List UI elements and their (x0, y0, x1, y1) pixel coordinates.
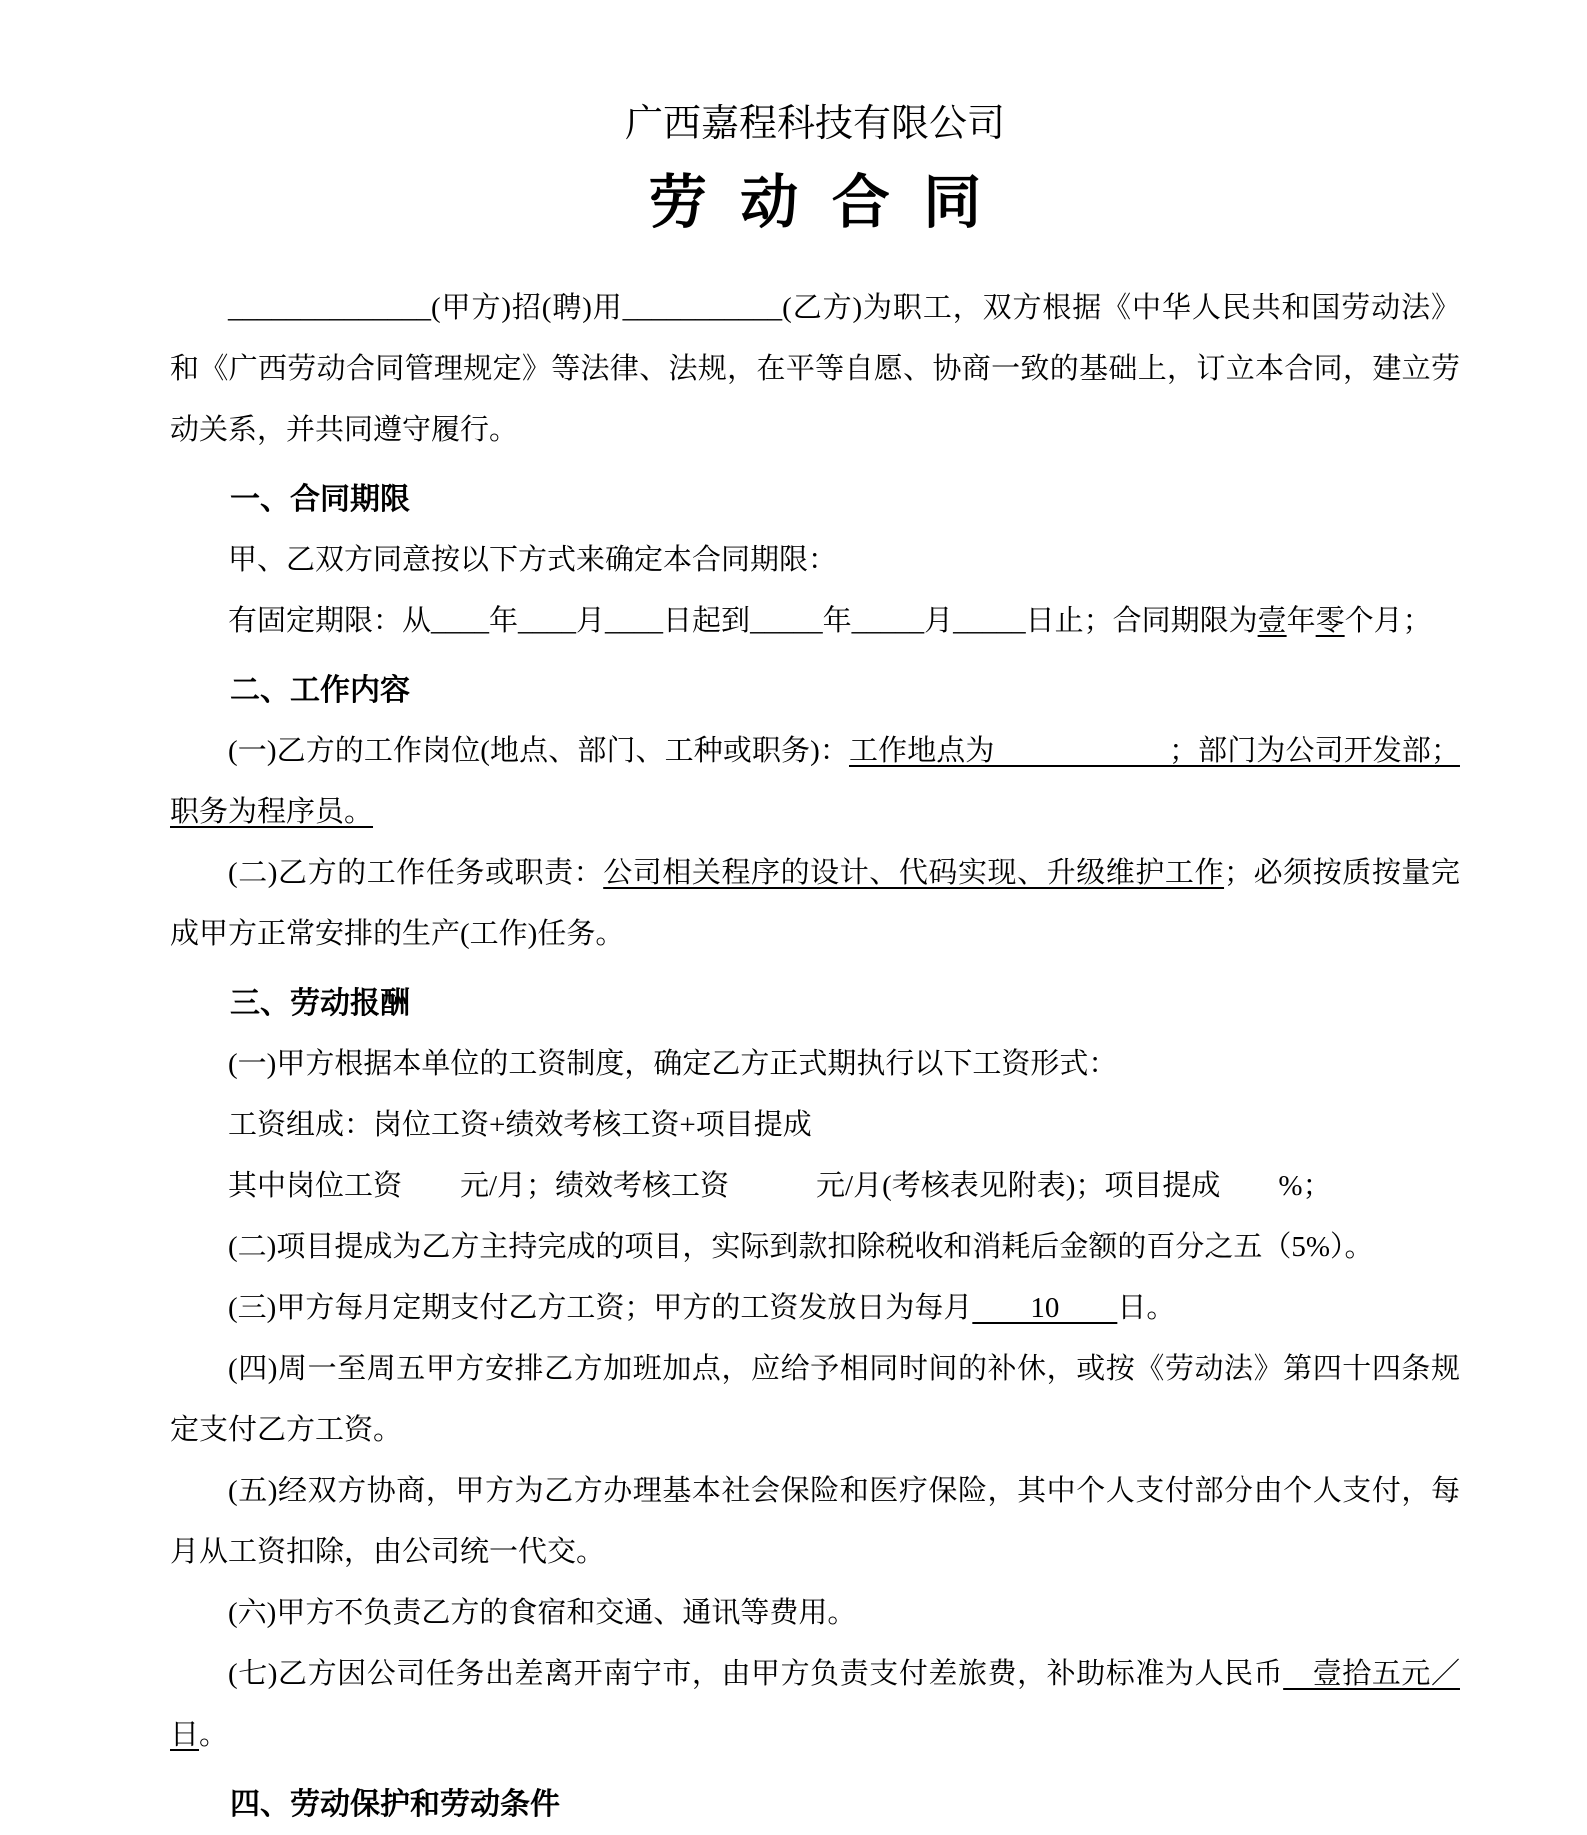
fixed-term-text-3: 月 (576, 605, 606, 637)
work-position-label: (一)乙方的工作岗位(地点、部门、工种或职务)： (228, 735, 849, 767)
contract-term-intro-line: 甲、乙双方同意按以下方式来确定本合同期限： (228, 544, 838, 576)
overtime-paragraph: (四)周一至周五甲方安排乙方加班加点，应给予相同时间的补休，或按《劳动法》第四十四条规定支付乙方工资。 (170, 1353, 1460, 1446)
fixed-term-text-8: 年 (1286, 605, 1316, 637)
travel-allowance-value: 壹拾五元／日 (170, 1658, 1460, 1751)
start-month-blank: ____ (518, 605, 577, 637)
pay-day-paragraph (170, 1278, 1460, 1339)
pay-composition-line: 工资组成：岗位工资+绩效考核工资+项目提成 (228, 1109, 812, 1141)
party-a-blank: ______________ (228, 292, 431, 324)
work-duty-filled-value: 公司相关程序的设计、代码实现、升级维护工作 (603, 857, 1225, 889)
section-heading-labor-protection: 四、劳动保护和劳动条件 (230, 1788, 560, 1821)
pay-day-value: 10 (972, 1292, 1118, 1324)
start-day-blank: ____ (605, 605, 664, 637)
fixed-term-text-5: 年 (822, 605, 852, 637)
section-heading-contract-term: 一、合同期限 (230, 483, 410, 516)
work-position-paragraph (170, 721, 1460, 843)
intro-paragraph (170, 278, 1460, 461)
end-day-blank: _____ (953, 605, 1026, 637)
term-months-value: 零 (1315, 605, 1345, 637)
travel-allowance-paragraph (170, 1644, 1460, 1766)
fixed-term-text-4: 日起到 (663, 605, 751, 637)
end-month-blank: _____ (851, 605, 925, 637)
section-heading-labor-pay: 三、劳动报酬 (230, 987, 410, 1020)
insurance-paragraph: (五)经双方协商，甲方为乙方办理基本社会保险和医疗保险，其中个人支付部分由个人支付，每月从工资扣除，由公司统一代交。 (170, 1475, 1460, 1568)
fixed-term-text-7: 日止；合同期限为 (1025, 605, 1258, 637)
party-b-blank: ___________ (622, 292, 783, 324)
expenses-paragraph: (六)甲方不负责乙方的食宿和交通、通讯等费用。 (228, 1597, 857, 1629)
term-years-value: 壹 (1257, 605, 1287, 637)
travel-allowance-text-2: 。 (199, 1719, 229, 1751)
intro-text-1: (甲方)招(聘)用 (431, 292, 623, 324)
pay-day-text-2: 日。 (1117, 1292, 1176, 1324)
work-duty-text-2: ；必须按质按量完成甲方正常安排的生产(工作)任务。 (170, 857, 1460, 950)
fixed-term-text-1: 有固定期限：从 (228, 605, 432, 637)
fixed-term-text-2: 年 (489, 605, 519, 637)
pay-day-text-1: (三)甲方每月定期支付乙方工资；甲方的工资发放日为每月 (228, 1292, 973, 1324)
fixed-term-text-9: 个月； (1344, 605, 1432, 637)
work-position-filled-value: 工作地点为 ；部门为公司开发部；职务为程序员。 (170, 735, 1460, 828)
pay-form-paragraph: (一)甲方根据本单位的工资制度，确定乙方正式期执行以下工资形式： (228, 1048, 1118, 1080)
start-year-blank: ____ (431, 605, 490, 637)
work-duty-label: (二)乙方的工作任务或职责： (228, 857, 604, 889)
end-year-blank: _____ (750, 605, 823, 637)
pay-amounts-line: 其中岗位工资 元/月；绩效考核工资 元/月(考核表见附表)；项目提成 %； (228, 1170, 1332, 1202)
fixed-term-text-6: 月 (924, 605, 954, 637)
document-title: 劳 动 合 同 (648, 170, 982, 235)
company-name: 广西嘉程科技有限公司 (624, 103, 1005, 145)
section-heading-work-content: 二、工作内容 (230, 674, 410, 707)
project-commission-paragraph: (二)项目提成为乙方主持完成的项目，实际到款扣除税收和消耗后金额的百分之五（5%）。 (228, 1231, 1374, 1263)
work-duty-paragraph (170, 843, 1460, 965)
intro-text-2: (乙方)为职工，双方根据《中华人民共和国劳动法》和《广西劳动合同管理规定》等法律、法规，在平等自愿、协商一致的基础上，订立本合同，建立劳动关系，并共同遵守履行。 (170, 292, 1460, 446)
travel-allowance-text-1: (七)乙方因公司任务出差离开南宁市，由甲方负责支付差旅费，补助标准为人民币 (228, 1658, 1284, 1690)
fixed-term-line (170, 591, 1460, 652)
